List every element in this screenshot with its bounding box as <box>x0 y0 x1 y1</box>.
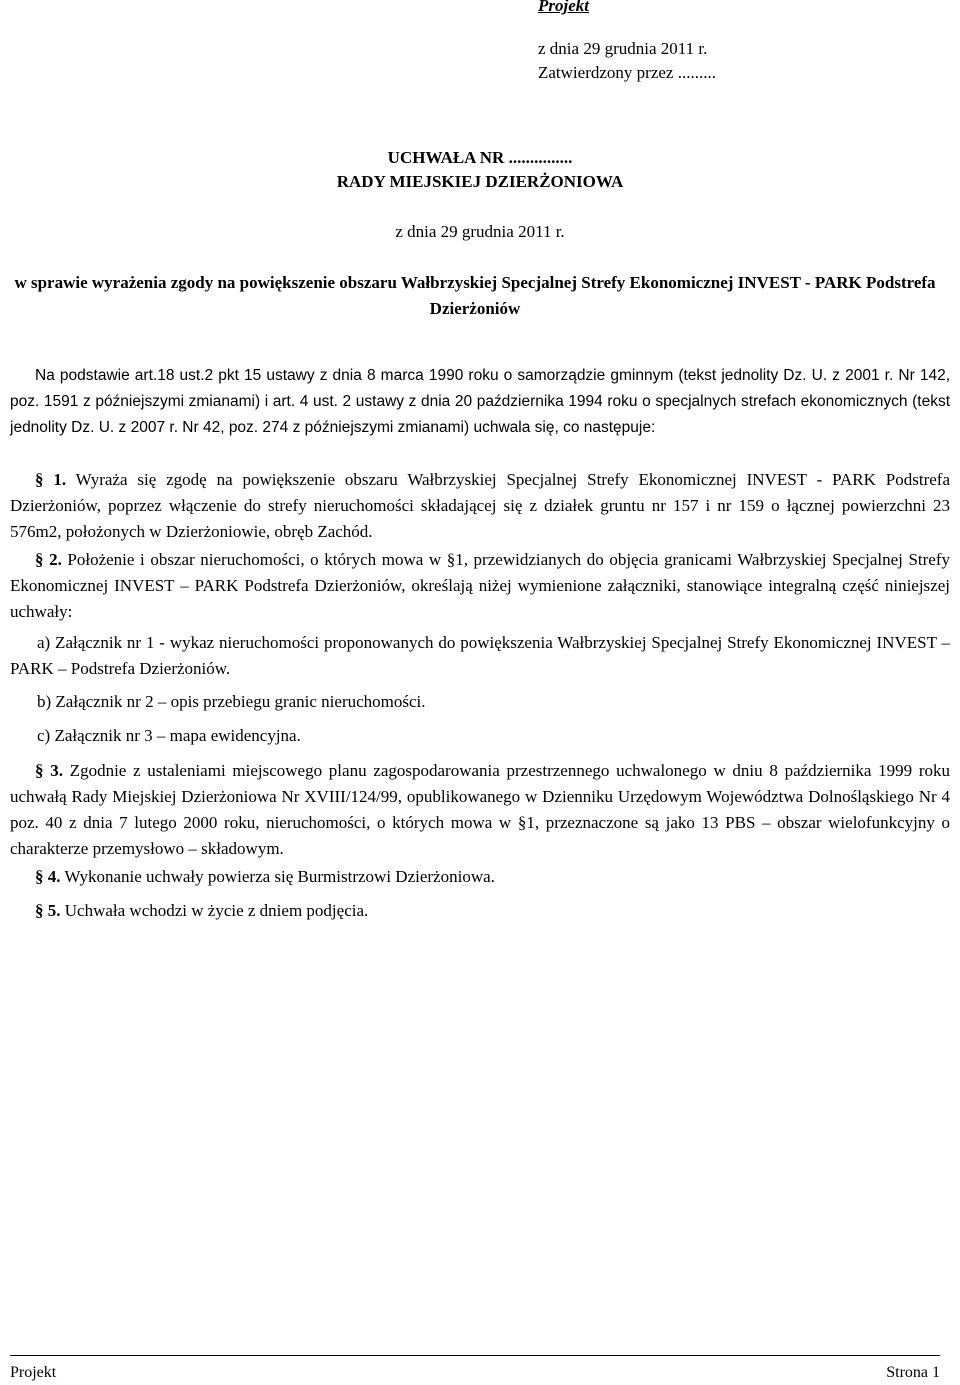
section-5 <box>10 898 950 924</box>
resolution-number: UCHWAŁA NR ............... <box>387 148 573 167</box>
section-text: Zgodnie z ustaleniami miejscowego planu zagospodarowania przestrzennego uchwalonego w dniu 8 października 1999 roku uchwałą Rady Miejskiej Dzierżoniowa Nr XVIII/124/99, opublikowanego w Dzienniku Urzędowym Województwa Dolnośląskiego Nr 4 poz. 40 z dnia 7 lutego 2000 roku, nieruchomości, o których mowa w §1, przeznaczone są jako 13 PBS – obszar wielofunkcyjny o charakterze przemysłowo – składowym. <box>10 761 951 858</box>
section-text: Wyraża się zgodę na powiększenie obszaru Wałbrzyskiej Specjalnej Strefy Ekonomicznej INVEST - PARK Podstrefa Dzierżoniów, poprzez włączenie do strefy nieruchomości składającej się z działek gruntu nr 157 i nr 159 o łącznej powierzchni 23 576m2, położonych w Dzierżoniowie, obręb Zachód. <box>10 470 950 541</box>
resolution-subject: w sprawie wyrażenia zgody na powiększenie obszaru Wałbrzyskiej Specjalnej Strefy Ekonomicznej INVEST - PARK Podstrefa Dzierżoniów <box>14 273 936 318</box>
footer-label: Projekt <box>10 1364 57 1381</box>
resolution-date: z dnia 29 grudnia 2011 r. <box>395 222 565 241</box>
section-number: § 3. <box>35 761 63 780</box>
draft-label: Projekt <box>538 0 589 15</box>
section-number: § 2. <box>35 550 62 569</box>
council-name: RADY MIEJSKIEJ DZIERŻONIOWA <box>336 172 624 191</box>
section-4 <box>10 864 950 890</box>
section-3 <box>10 758 950 862</box>
attachment-item: b) Załącznik nr 2 – opis przebiegu granic nieruchomości. <box>37 692 426 711</box>
section-text: Wykonanie uchwały powierza się Burmistrzowi Dzierżoniowa. <box>60 867 495 886</box>
section-text: Uchwała wchodzi w życie z dniem podjęcia. <box>60 901 369 920</box>
section-number: § 1. <box>35 470 67 489</box>
legal-basis: Na podstawie art.18 ust.2 pkt 15 ustawy z dnia 8 marca 1990 roku o samorządzie gminnym (tekst jednolity Dz. U. z 2001 r. Nr 142, poz. 1591 z późniejszymi zmianami) i art. 4 ust. 2 ustawy z dnia 20 października 1994 roku o specjalnych strefach ekonomicznych (tekst jednolity Dz. U. z 2007 r. Nr 42, poz. 274 z późniejszymi zmianami) uchwala się, co następuje: <box>10 367 950 436</box>
draft-date: z dnia 29 grudnia 2011 r. <box>538 39 708 58</box>
section-1 <box>10 467 950 545</box>
attachment-item: c) Załącznik nr 3 – mapa ewidencyjna. <box>37 726 301 745</box>
footer-divider <box>10 1355 940 1356</box>
section-text: Położenie i obszar nieruchomości, o których mowa w §1, przewidzianych do objęcia granicami Wałbrzyskiej Specjalnej Strefy Ekonomicznej INVEST – PARK Podstrefa Dzierżoniów, określają niżej wymienione załączniki, stanowiące integralną część niniejszej uchwały: <box>10 550 950 621</box>
section-2 <box>10 547 950 625</box>
section-number: § 5. <box>35 901 61 920</box>
section-number: § 4. <box>35 867 61 886</box>
approved-by: Zatwierdzony przez ......... <box>538 63 716 82</box>
page-number: Strona 1 <box>886 1364 940 1381</box>
attachment-item: a) Załącznik nr 1 - wykaz nieruchomości proponowanych do powiększenia Wałbrzyskiej Specjalnej Strefy Ekonomicznej INVEST – PARK – Podstrefa Dzierżoniów. <box>10 633 950 678</box>
